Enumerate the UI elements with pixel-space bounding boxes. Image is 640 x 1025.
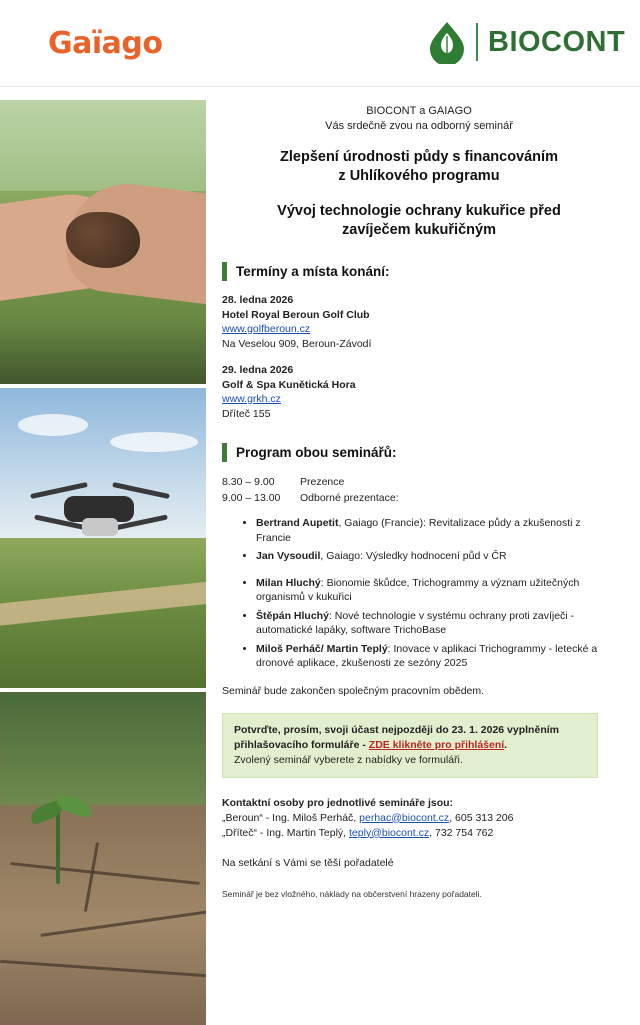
intro-line-1: BIOCONT a GAIAGO xyxy=(366,105,472,117)
seminar-title-2 xyxy=(222,202,616,240)
event-website-link[interactable]: www.golfberoun.cz xyxy=(222,323,311,335)
notice-text-part-2: . xyxy=(504,738,508,751)
invitation-intro xyxy=(222,104,616,134)
speaker-name: Miloš Perháč/ Martin Teplý xyxy=(256,642,388,655)
program-time: 9.00 – 13.00 xyxy=(222,492,281,504)
document-body xyxy=(222,104,616,899)
seminar-title-2-line-1: Vývoj technologie ochrany kukuřice před xyxy=(277,203,561,219)
photo-cloud xyxy=(18,414,88,436)
event-venue: Golf & Spa Kunětická Hora xyxy=(222,378,356,391)
speaker-topic: : Bionomie škůdce, Trichogrammy a význam užitečných organismů v kukuřici xyxy=(256,576,580,603)
photo-seedling-stem xyxy=(56,812,60,884)
speaker-name: Štěpán Hluchý xyxy=(256,609,329,622)
speaker-name: Bertrand Aupetit xyxy=(256,517,339,529)
program-row-registration xyxy=(222,474,616,490)
program-schedule xyxy=(222,474,616,506)
contact-email-link[interactable]: teply@biocont.cz xyxy=(349,826,430,839)
seminar-title-1-line-1: Zlepšení úrodnosti půdy s financováním xyxy=(280,149,558,165)
document-header xyxy=(0,0,640,87)
photo-shadow xyxy=(0,324,206,384)
contact-email-link[interactable]: perhac@biocont.cz xyxy=(359,811,450,824)
event-address: Dříteč 155 xyxy=(222,407,271,420)
contacts-block xyxy=(222,796,616,841)
intro-line-2: Vás srdečně zvou na odborný seminář xyxy=(325,120,513,132)
photo-drone-tank xyxy=(82,518,118,536)
list-item xyxy=(256,516,616,545)
program-activity: Odborné prezentace: xyxy=(300,492,399,504)
notice-text-part-1: Potvrďte, prosím, svoji účast nejpozději do 23. 1. 2026 vyplněním přihlašovacího formuláře - xyxy=(234,723,559,751)
photo-column xyxy=(0,100,206,960)
contact-row-beroun xyxy=(222,811,616,826)
photo-green-blur xyxy=(0,692,206,805)
speaker-topic: : Inovace v aplikaci Trichogrammy - letecké a dronové aplikace, zkušenosti ze sezóny 2025 xyxy=(256,642,598,669)
program-section-title: Program obou seminářů: xyxy=(236,445,397,460)
contact-phone: , 732 754 762 xyxy=(429,826,494,839)
list-item xyxy=(256,549,616,564)
event-date: 29. ledna 2026 xyxy=(222,364,294,376)
logo-divider xyxy=(476,23,478,61)
program-section-header xyxy=(222,443,616,462)
contact-row-dritec xyxy=(222,826,616,841)
photo-agricultural-drone xyxy=(0,388,206,688)
seminar-titles xyxy=(222,148,616,240)
notice-second-line: Zvolený seminář vyberete z nabídky ve formuláři. xyxy=(234,753,463,766)
event-entry-1 xyxy=(222,293,616,351)
registration-notice-text xyxy=(234,723,586,753)
speaker-name: Jan Vysoudil xyxy=(256,550,321,562)
event-date: 28. ledna 2026 xyxy=(222,294,294,306)
gaiago-logo: Gaïago xyxy=(48,26,163,61)
program-speakers-group-2 xyxy=(222,576,616,671)
section-accent-bar xyxy=(222,443,227,462)
event-venue: Hotel Royal Beroun Golf Club xyxy=(222,308,370,321)
speaker-name: Milan Hluchý xyxy=(256,576,321,589)
list-item xyxy=(256,642,616,671)
seminar-title-1-line-2: z Uhlíkového programu xyxy=(338,168,500,184)
seminar-title-2-line-2: zavíječem kukuřičným xyxy=(342,222,496,238)
contact-name: „Beroun“ - Ing. Miloš Perháč, xyxy=(222,811,360,824)
event-address: Na Veselou 909, Beroun-Závodí xyxy=(222,337,372,350)
event-entry-2 xyxy=(222,363,616,421)
dates-section-header xyxy=(222,262,616,281)
contact-name: „Dříteč“ - Ing. Martin Teplý, xyxy=(222,826,350,839)
contact-phone: , 605 313 206 xyxy=(449,811,514,824)
registration-notice xyxy=(222,713,598,778)
program-closing-note: Seminář bude zakončen společným pracovním obědem. xyxy=(222,684,485,697)
contacts-heading: Kontaktní osoby pro jednotlivé semináře jsou: xyxy=(222,796,454,809)
footnote: Seminář je bez vložného, náklady na občerstvení hrazeny pořadateli. xyxy=(222,888,482,899)
program-row-presentations xyxy=(222,490,616,506)
speaker-topic: : Nové technologie v systému ochrany proti zavíječi - automatické lapáky, software TrichoBase xyxy=(256,609,575,636)
closing-regards: Na setkání s Vámi se těší pořadatelé xyxy=(222,856,394,869)
registration-form-link[interactable]: ZDE klikněte pro přihlášení xyxy=(368,738,505,751)
program-time: 8.30 – 9.00 xyxy=(222,476,275,488)
list-item xyxy=(256,609,616,638)
speaker-topic: , Gaiago: Výsledky hodnocení půd v ČR xyxy=(320,550,507,562)
program-speakers-group-1 xyxy=(222,516,616,564)
program-activity: Prezence xyxy=(300,476,345,488)
photo-cloud xyxy=(110,432,198,452)
speaker-topic: , Gaiago (Francie): Revitalizace půdy a zkušenosti z Francie xyxy=(256,517,581,544)
leaf-drop-icon xyxy=(428,20,466,64)
biocont-logo xyxy=(428,20,625,64)
photo-hands-holding-soil xyxy=(0,100,206,384)
dates-section-title: Termíny a místa konání: xyxy=(236,264,390,279)
photo-dry-cracked-soil-seedling xyxy=(0,692,206,1025)
list-item xyxy=(256,576,616,605)
biocont-wordmark: BIOCONT xyxy=(488,25,626,58)
event-website-link[interactable]: www.grkh.cz xyxy=(222,393,281,405)
seminar-title-1 xyxy=(222,148,616,186)
section-accent-bar xyxy=(222,262,227,281)
